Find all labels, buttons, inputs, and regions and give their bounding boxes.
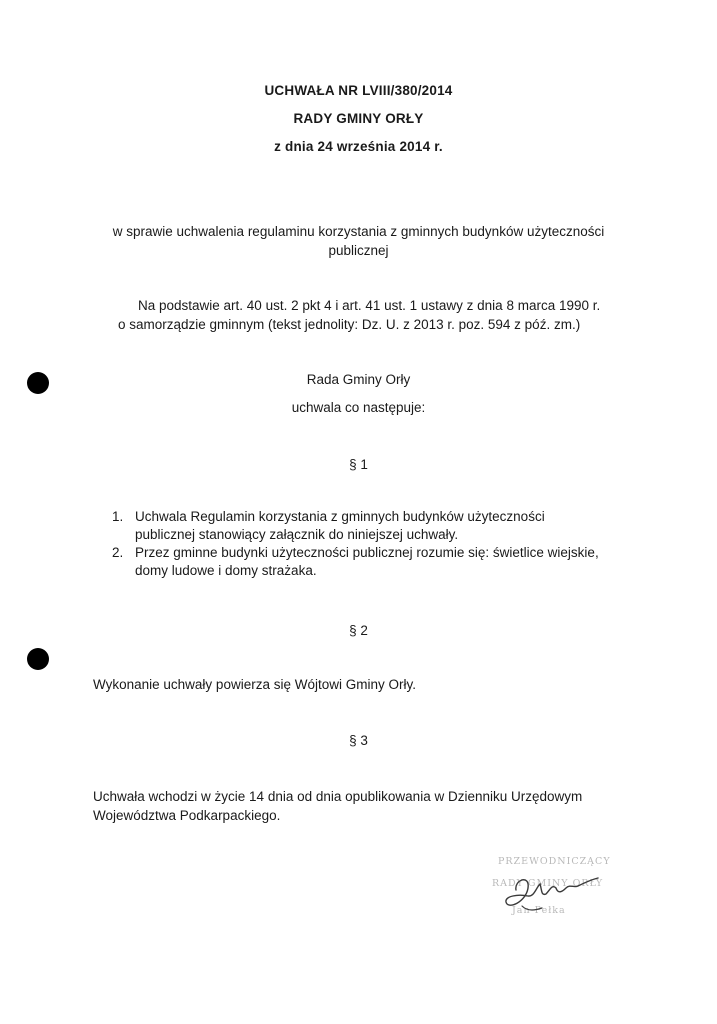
list-item-line: publicznej stanowiący załącznik do niniejszej uchwały. xyxy=(135,527,459,542)
decides-line: uchwala co następuje: xyxy=(291,400,426,415)
chairman-stamp xyxy=(478,850,638,930)
council-name: RADY GMINY ORŁY xyxy=(293,111,424,126)
resolution-number: UCHWAŁA NR LVIII/380/2014 xyxy=(264,83,453,98)
list-item xyxy=(112,508,672,544)
legal-basis-line-1: Na podstawie art. 40 ust. 2 pkt 4 i art. 41 ust. 1 ustawy z dnia 8 marca 1990 r. xyxy=(138,298,601,313)
list-item xyxy=(112,544,672,580)
section-1-heading: § 1 xyxy=(349,457,368,472)
section-3-line-1: Uchwała wchodzi w życie 14 dnia od dnia opublikowania w Dzienniku Urzędowym xyxy=(93,789,583,804)
subject-line-1: w sprawie uchwalenia regulaminu korzystania z gminnych budynków użyteczności xyxy=(112,224,605,239)
legal-basis-line-2: o samorządzie gminnym (tekst jednolity: Dz. U. z 2013 r. poz. 594 z póź. zm.) xyxy=(118,317,581,332)
section-3-heading: § 3 xyxy=(349,733,368,748)
list-item-number: 1. xyxy=(112,509,124,524)
section-3-line-2: Województwa Podkarpackiego. xyxy=(93,808,281,823)
list-item-line: domy ludowe i domy strażaka. xyxy=(135,563,317,578)
council-line: Rada Gminy Orły xyxy=(306,372,411,387)
stamp-line-2: RADY GMINY ORŁY xyxy=(492,878,604,889)
signature xyxy=(478,850,638,930)
section-2-text: Wykonanie uchwały powierza się Wójtowi Gminy Orły. xyxy=(93,677,416,692)
punch-hole-bottom xyxy=(27,648,49,670)
stamp-line-1: PRZEWODNICZĄCY xyxy=(498,856,611,867)
resolution-date: z dnia 24 września 2014 r. xyxy=(274,139,443,154)
stamp-line-3: Jan Pełka xyxy=(512,905,566,916)
subject-line-2: publicznej xyxy=(328,243,389,258)
section-2-heading: § 2 xyxy=(349,623,368,638)
list-item-line: Uchwala Regulamin korzystania z gminnych budynków użyteczności xyxy=(135,509,545,524)
list-item-number: 2. xyxy=(112,545,124,560)
list-item-line: Przez gminne budynki użyteczności publicznej rozumie się: świetlice wiejskie, xyxy=(135,545,599,560)
section-1-list xyxy=(112,508,672,580)
